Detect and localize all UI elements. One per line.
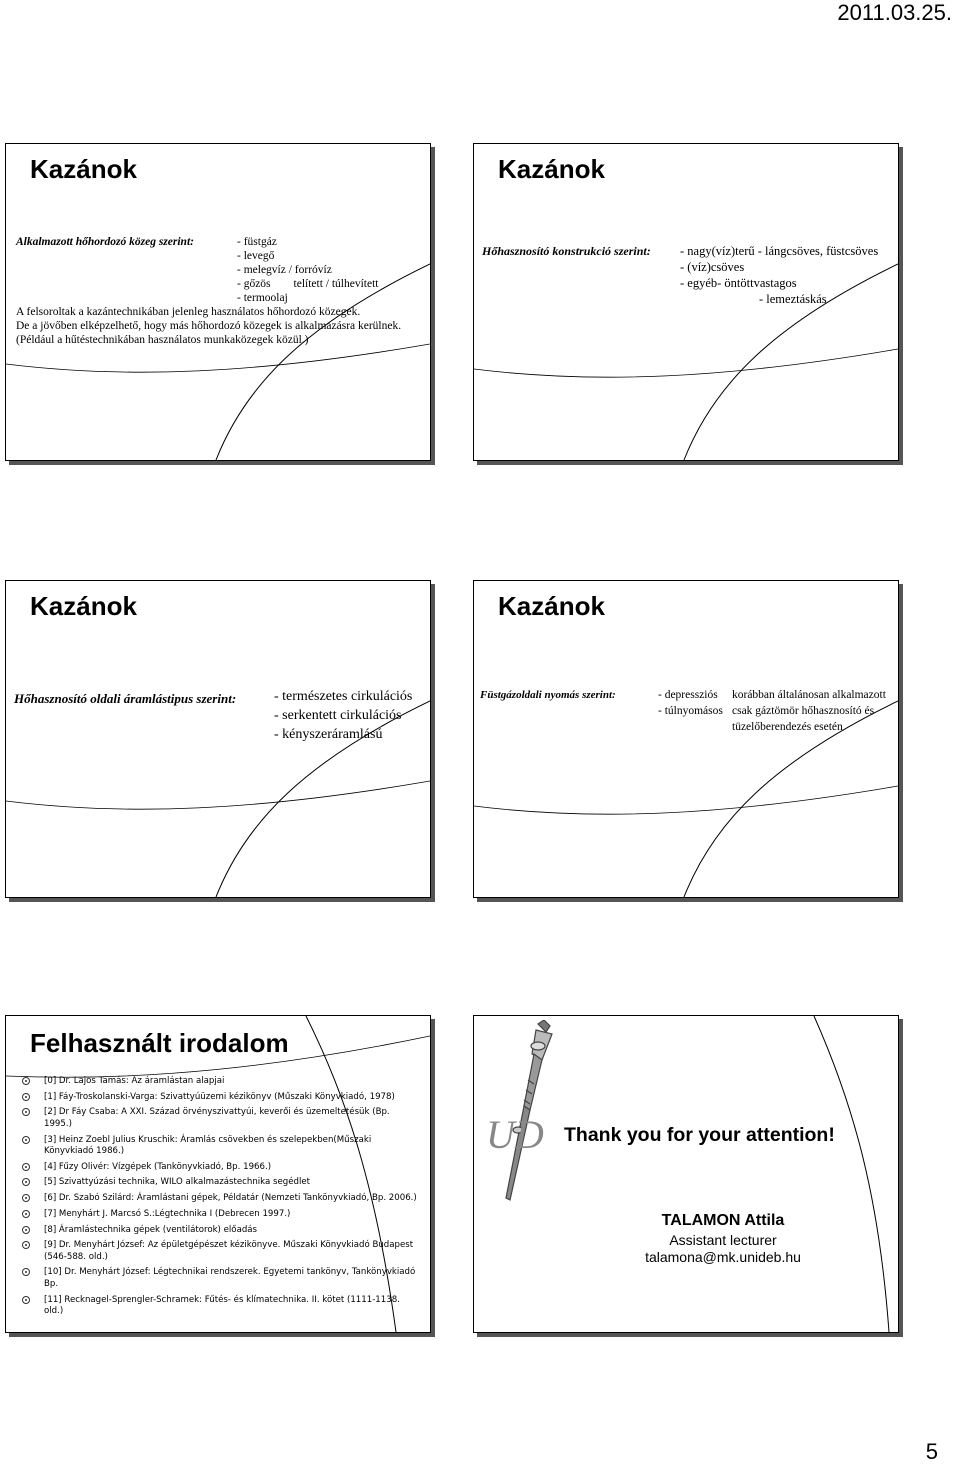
bullet-icon [22, 1136, 30, 1144]
reference-item: [4] Fűzy Olivér: Vízgépek (Tankönyvkiadó, Bp. 1966.) [20, 1162, 420, 1174]
bullet-icon [22, 1241, 30, 1249]
bullet-icon [22, 1077, 30, 1085]
bullet-icon [22, 1268, 30, 1276]
slide-title: Felhasznált irodalom [30, 1028, 289, 1058]
list-item: - füstgáz [237, 236, 277, 248]
classification-label: Hőhasznosító oldali áramlástipus szerint: [14, 691, 237, 706]
decorative-curve [474, 144, 898, 460]
list-item: - (víz)csöves [680, 260, 745, 274]
body-text: De a jövőben elképzelhető, hogy más hőhordozó közegek is alkalmazásra kerülnek. [16, 320, 402, 332]
list-item: - nagy(víz)terű - lángcsöves, füstcsöves [680, 244, 879, 258]
presenter-email: talamona@mk.unideb.hu [645, 1249, 801, 1265]
slide-3 [5, 580, 431, 898]
reference-item: [2] Dr Fáy Csaba: A XXI. Század örvényszivattyúi, keverői és üzemeltetésük (Bp. 1995.) [20, 1107, 420, 1130]
logo-lettering: UD [486, 1112, 544, 1157]
note-text: tüzelőberendezés esetén [732, 721, 843, 733]
reference-item: [11] Recknagel-Sprengler-Schramek: Fűtés- és klímatechnika. II. kötet (1111-1138. old.) [20, 1295, 420, 1318]
note-text: korábban általánosan alkalmazott [732, 689, 886, 701]
list-item: - serkentett cirkulációs [274, 708, 402, 723]
reference-item: [9] Dr. Menyhárt József: Az épületgépészet kézikönyve. Műszaki Könyvkiadó Budapest (546-588. old.) [20, 1240, 420, 1263]
classification-label: Alkalmazott hőhordozó közeg szerint: [16, 236, 194, 248]
page-number: 5 [925, 1439, 938, 1464]
list-item: - depressziós [658, 689, 718, 701]
reference-item: [0] Dr. Lajos Tamás: Az áramlástan alapjai [20, 1076, 420, 1088]
slide-1 [5, 143, 431, 461]
presenter-role: Assistant lecturer [669, 1232, 777, 1248]
date-header: 2011.03.25. [837, 0, 952, 25]
list-item: - lemeztáskás [759, 292, 827, 306]
slide-title: Kazánok [498, 154, 605, 184]
slide-4 [473, 580, 899, 898]
list-item: - gőzös telített / túlhevített [237, 278, 379, 290]
reference-item: [8] Áramlástechnika gépek (ventilátorok) előadás [20, 1225, 420, 1237]
slide-title: Kazánok [30, 154, 137, 184]
bullet-icon [22, 1093, 30, 1101]
bullet-icon [22, 1210, 30, 1218]
reference-item: [10] Dr. Menyhárt József: Légtechnikai rendszerek. Egyetemi tankönyv, Tankönyvkiadó Bp. [20, 1267, 420, 1290]
bullet-icon [22, 1296, 30, 1304]
university-logo [480, 1020, 560, 1220]
reference-item: [7] Menyhárt J. Marcsó S.:Légtechnika I (Debrecen 1997.) [20, 1209, 420, 1221]
decorative-curve [6, 144, 430, 460]
note-text: csak gáztömör hőhasznosító és [732, 705, 875, 717]
list-item: - egyéb- öntöttvastagos [680, 276, 797, 290]
bullet-icon [22, 1178, 30, 1186]
thank-you-text: Thank you for your attention! [564, 1124, 835, 1146]
body-text: (Például a hűtéstechnikában használatos munkaközegek közül.) [16, 334, 309, 346]
decorative-curve [474, 581, 898, 897]
list-item: - természetes cirkulációs [274, 689, 413, 704]
presenter-name: TALAMON Attila [661, 1212, 785, 1229]
classification-label: Füstgázoldali nyomás szerint: [480, 689, 616, 701]
reference-list [20, 1076, 420, 1322]
slide-title: Kazánok [30, 591, 137, 621]
bullet-icon [22, 1194, 30, 1202]
reference-item: [1] Fáy-Troskolanski-Varga: Szivattyúüzemi kézikönyv (Műszaki Könyvkiadó, 1978) [20, 1092, 420, 1104]
slide-2 [473, 143, 899, 461]
slide-6 [473, 1015, 899, 1333]
body-text: A felsoroltak a kazántechnikában jelenleg használatos hőhordozó közegek. [16, 306, 361, 318]
reference-item: [3] Heinz Zoebl Julius Kruschik: Áramlás csövekben és szelepekben(Műszaki Könyvkiadó 1986.) [20, 1135, 420, 1158]
list-item: - kényszeráramlású [274, 727, 383, 742]
list-item: - levegő [237, 250, 275, 262]
list-item: - túlnyomásos [658, 705, 723, 717]
bullet-icon [22, 1226, 30, 1234]
reference-item: [5] Szivattyúzási technika, WILO alkalmazástechnika segédlet [20, 1177, 420, 1189]
bullet-icon [22, 1108, 30, 1116]
bullet-icon [22, 1163, 30, 1171]
slide-5 [5, 1015, 431, 1333]
classification-label: Hőhasznosító konstrukció szerint: [482, 244, 651, 258]
slide-title: Kazánok [498, 591, 605, 621]
list-item: - termoolaj [237, 292, 288, 304]
reference-item: [6] Dr. Szabó Szilárd: Áramlástani gépek, Példatár (Nemzeti Tankönyvkiadó, Bp. 2006.) [20, 1193, 420, 1205]
list-item: - melegvíz / forróvíz [237, 264, 332, 276]
